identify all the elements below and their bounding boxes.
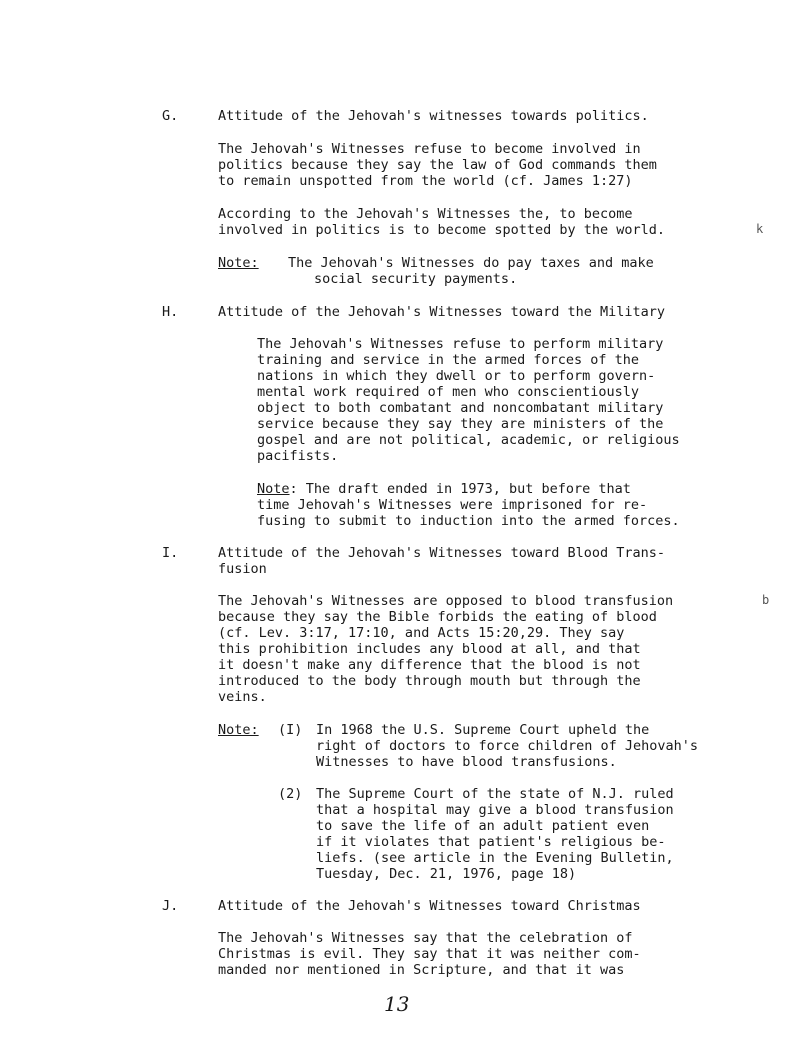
paragraph-line: introduced to the body through mouth but through the (218, 673, 641, 689)
section-heading-i: Attitude of the Jehovah's Witnesses toward Blood Trans- (218, 545, 666, 561)
note-line: that a hospital may give a blood transfusion (316, 802, 674, 818)
paragraph-line: service because they say they are ministers of the (257, 416, 664, 432)
paragraph-line: politics because they say the law of God commands them (218, 157, 657, 173)
note-line: Tuesday, Dec. 21, 1976, page 18) (316, 866, 577, 882)
margin-mark: k (756, 222, 764, 236)
paragraph-line: The Jehovah's Witnesses say that the celebration of (218, 930, 633, 946)
page-number: 13 (384, 992, 410, 1016)
paragraph-line: involved in politics is to become spotted by the world. (218, 222, 666, 238)
note-label: Note (257, 481, 290, 497)
paragraph-line: pacifists. (257, 448, 339, 464)
note-line: The Jehovah's Witnesses do pay taxes and make (288, 255, 654, 271)
margin-mark: b (762, 593, 770, 607)
note-line: In 1968 the U.S. Supreme Court upheld the (316, 722, 650, 738)
section-letter-i: I. (162, 545, 179, 561)
note-line: fusing to submit to induction into the armed forces. (257, 513, 680, 529)
paragraph-line: The Jehovah's Witnesses refuse to perform military (257, 336, 664, 352)
section-heading-g: Attitude of the Jehovah's witnesses towards politics. (218, 108, 649, 124)
note-line: to save the life of an adult patient even (316, 818, 650, 834)
note-line: if it violates that patient's religious be- (316, 834, 666, 850)
note-line: time Jehovah's Witnesses were imprisoned for re- (257, 497, 648, 513)
note-line: social security payments. (314, 271, 518, 287)
note-label: Note: (218, 722, 259, 738)
paragraph-line: training and service in the armed forces of the (257, 352, 640, 368)
section-heading-i-cont: fusion (218, 561, 267, 577)
paragraph-line: manded nor mentioned in Scripture, and that it was (218, 962, 625, 978)
paragraph-line: The Jehovah's Witnesses are opposed to blood transfusion (218, 593, 674, 609)
note-line: Witnesses to have blood transfusions. (316, 754, 617, 770)
section-letter-g: G. (162, 108, 179, 124)
paragraph-line: to remain unspotted from the world (cf. James 1:27) (218, 173, 633, 189)
section-letter-j: J. (162, 898, 179, 914)
paragraph-line: it doesn't make any difference that the blood is not (218, 657, 641, 673)
note-line: right of doctors to force children of Jehovah's (316, 738, 699, 754)
section-heading-j: Attitude of the Jehovah's Witnesses toward Christmas (218, 898, 641, 914)
paragraph-line: because they say the Bible forbids the eating of blood (218, 609, 657, 625)
note-line: The Supreme Court of the state of N.J. ruled (316, 786, 674, 802)
paragraph-line: According to the Jehovah's Witnesses the, to become (218, 206, 633, 222)
paragraph-line: mental work required of men who conscientiously (257, 384, 640, 400)
note-label: Note: (218, 255, 259, 271)
paragraph-line: gospel and are not political, academic, or religious (257, 432, 680, 448)
section-letter-h: H. (162, 304, 179, 320)
paragraph-line: this prohibition includes any blood at all, and that (218, 641, 641, 657)
paragraph-line: nations in which they dwell or to perform govern- (257, 368, 656, 384)
note-line: liefs. (see article in the Evening Bulletin, (316, 850, 674, 866)
note-item-number: (I) (278, 722, 303, 738)
note-line: Note: The draft ended in 1973, but before that (257, 481, 631, 497)
paragraph-line: The Jehovah's Witnesses refuse to become involved in (218, 141, 641, 157)
paragraph-line: object to both combatant and noncombatant military (257, 400, 664, 416)
section-heading-h: Attitude of the Jehovah's Witnesses toward the Military (218, 304, 666, 320)
paragraph-line: veins. (218, 689, 267, 705)
note-item-number: (2) (278, 786, 303, 802)
paragraph-line: Christmas is evil. They say that it was neither com- (218, 946, 641, 962)
paragraph-line: (cf. Lev. 3:17, 17:10, and Acts 15:20,29. They say (218, 625, 625, 641)
